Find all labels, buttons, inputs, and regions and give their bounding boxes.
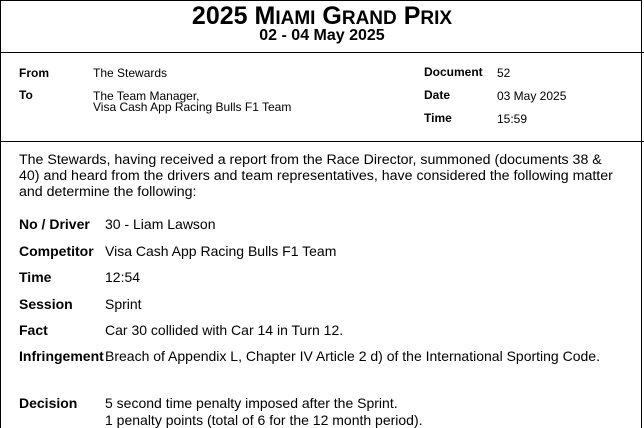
event-dates: 02 - 04 May 2025 — [259, 27, 385, 44]
title-year: 2025 — [191, 2, 248, 30]
decision-line1: 5 second time penalty imposed after the Sprint. — [105, 395, 398, 411]
document-number: 52 — [497, 66, 511, 80]
incident-time-value: 12:54 — [105, 269, 141, 285]
from-value: The Stewards — [93, 66, 168, 80]
infringement-value: Breach of Appendix L, Chapter IV Article 2 d) of the International Sporting Code. — [105, 348, 600, 364]
decision-line2: 1 penalty points (total of 6 for the 12 month period). — [105, 412, 423, 428]
document-label: Document — [424, 65, 483, 79]
title-word-prix: PRIX — [403, 2, 453, 30]
header-divider — [0, 52, 644, 53]
incident-time-label: Time — [19, 269, 52, 285]
meta-divider — [0, 141, 644, 142]
title-word-miami: MIAMI — [254, 2, 316, 30]
time-label: Time — [424, 111, 452, 125]
intro-paragraph: The Stewards, having received a report from the Race Director, summoned (documents 38 & 40) and heard from the drivers and team representatives, have considered the following matter and determine the following: — [19, 152, 613, 200]
to-label: To — [19, 88, 33, 102]
to-value-line2: Visa Cash App Racing Bulls F1 Team — [93, 100, 292, 114]
session-value: Sprint — [105, 296, 142, 312]
competitor-value: Visa Cash App Racing Bulls F1 Team — [105, 243, 337, 259]
session-label: Session — [19, 296, 73, 312]
from-label: From — [19, 66, 49, 80]
date-label: Date — [424, 88, 451, 102]
infringement-label: Infringement — [19, 348, 104, 364]
date-value: 03 May 2025 — [497, 89, 567, 103]
driver-value: 30 - Liam Lawson — [105, 216, 216, 232]
fact-label: Fact — [19, 322, 48, 338]
competitor-label: Competitor — [19, 243, 94, 259]
driver-label: No / Driver — [19, 216, 90, 232]
decision-value — [105, 395, 423, 428]
title-word-grand: GRAND — [322, 2, 397, 30]
to-value-line1: The Team Manager, — [93, 89, 200, 103]
decision-label: Decision — [19, 395, 78, 411]
time-value: 15:59 — [497, 112, 528, 126]
fact-value: Car 30 collided with Car 14 in Turn 12. — [105, 322, 344, 338]
